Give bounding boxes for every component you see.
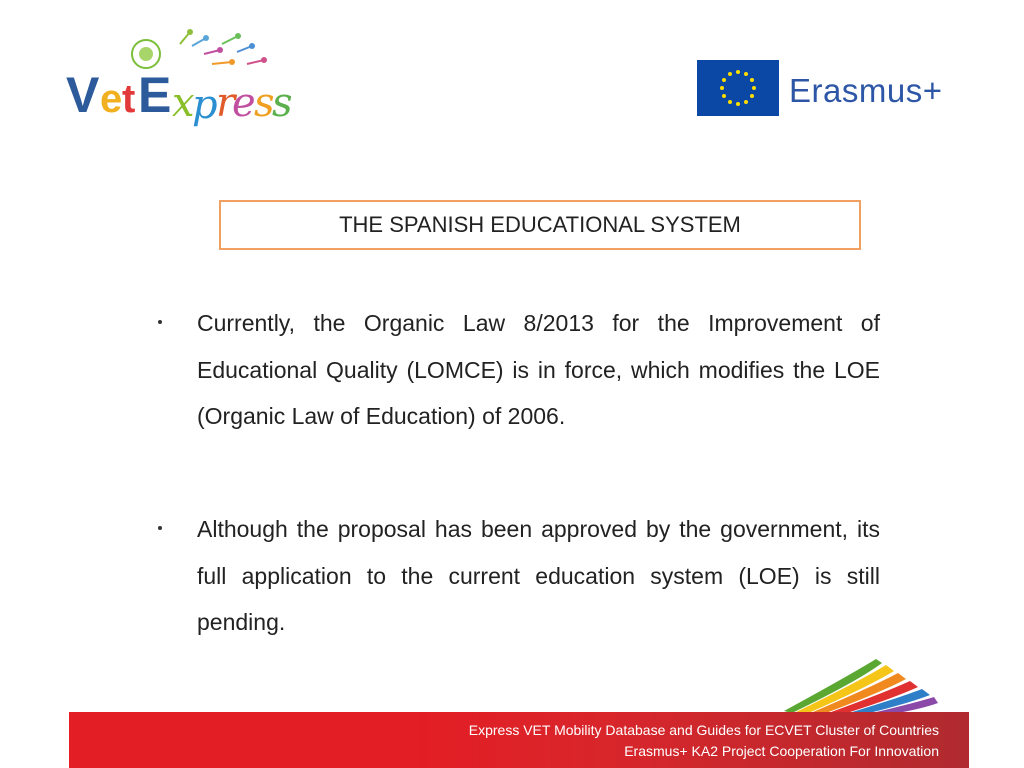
- erasmus-logo: [697, 60, 969, 120]
- footer-line-1: Express VET Mobility Database and Guides for ECVET Cluster of Countries: [468, 722, 939, 738]
- footer-text: [469, 720, 939, 762]
- svg-text:E: E: [138, 67, 172, 123]
- bullet-text: Although the proposal has been approved by the government, its full application to the current education system (LOE) is still pending.: [197, 516, 880, 635]
- erasmus-label: Erasmus+: [789, 72, 943, 109]
- svg-text:e: e: [232, 80, 256, 126]
- eu-flag-icon: [697, 60, 779, 116]
- bullet-item: [158, 506, 880, 646]
- bullet-item: [158, 300, 880, 440]
- rainbow-swoosh-icon: [780, 655, 940, 717]
- svg-text:r: r: [216, 80, 236, 126]
- dandelion-icon: [62, 24, 294, 140]
- svg-text:p: p: [192, 82, 218, 128]
- bullet-text: Currently, the Organic Law 8/2013 for the Improvement of Educational Quality (LOMCE) is in force, which modifies the LOE (Organic Law of Education) of 2006.: [197, 310, 880, 429]
- footer-bar: [69, 712, 969, 768]
- vetexpress-logo: [62, 24, 294, 140]
- footer-line-2: Erasmus+ KA2 Project Cooperation For Innovation: [624, 743, 939, 759]
- svg-text:x: x: [172, 80, 195, 126]
- svg-text:V: V: [66, 67, 100, 123]
- svg-text:e: e: [100, 77, 123, 121]
- svg-text:s: s: [272, 80, 293, 126]
- bullet-dot-icon: [158, 526, 162, 530]
- bullet-dot-icon: [158, 320, 162, 324]
- svg-text:t: t: [122, 77, 136, 121]
- page-title: THE SPANISH EDUCATIONAL SYSTEM: [219, 200, 861, 250]
- svg-text:s: s: [254, 80, 275, 126]
